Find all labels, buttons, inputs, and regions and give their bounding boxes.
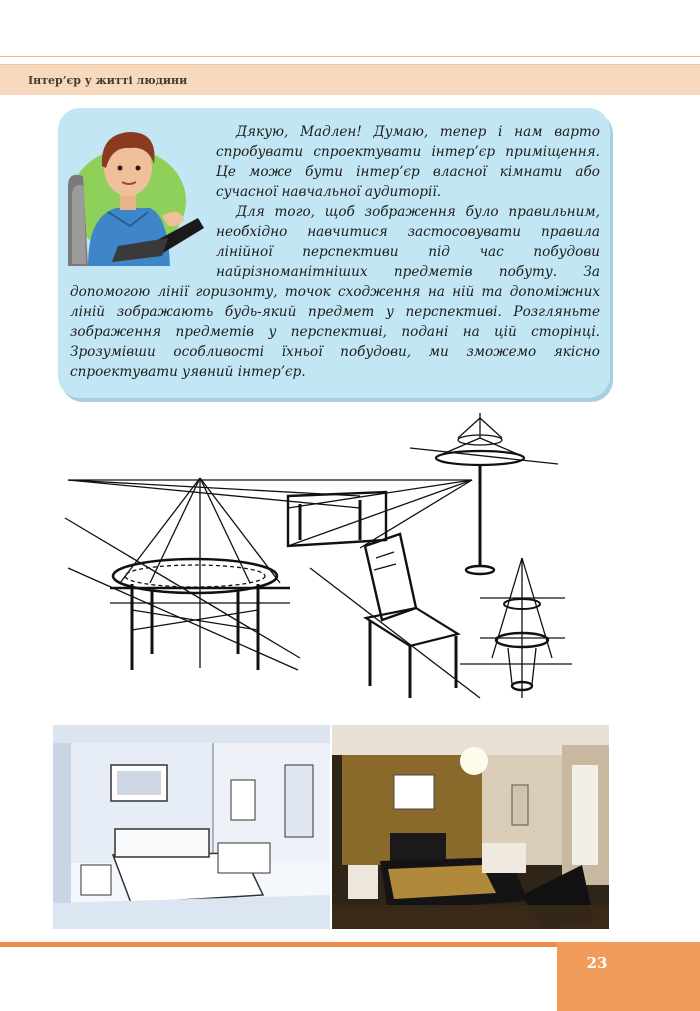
dialog-paragraph-2: Для того, щоб зображення було правильним, необхідно навчитися застосовувати правила лінійної перспективи під час побудови найрізноманітніших предметів побуту. За допомогою лінії горизонту, точок сходження на ній та допоміжних ліній зображають будь-який предмет у перспективі. Розгляньте зображення предметів у перспективі, подані на цій сторінці. Зрозумівши особливості їхньої побудови, ми зможемо якісно спроектувати уявний інтер’єр. xyxy=(70,204,600,380)
dialog-paragraph-1: Дякую, Мадлен! Думаю, тепер і нам варто спробувати спроектувати інтер’єр приміщення. Це може бути інтер’єр власної кімнати або сучасної навчальної аудиторії. xyxy=(216,124,600,200)
bedroom-photo-image xyxy=(332,725,609,929)
dialog-text xyxy=(70,122,600,382)
running-header-title: Інтер’єр у житті людини xyxy=(28,74,188,87)
page-number: 23 xyxy=(586,954,608,972)
bedroom-sketch-image xyxy=(53,725,330,929)
running-header xyxy=(0,64,700,95)
speech-bubble xyxy=(58,108,610,398)
perspective-sketch xyxy=(60,408,620,708)
page-number-box xyxy=(557,942,700,1011)
top-divider xyxy=(0,56,700,57)
